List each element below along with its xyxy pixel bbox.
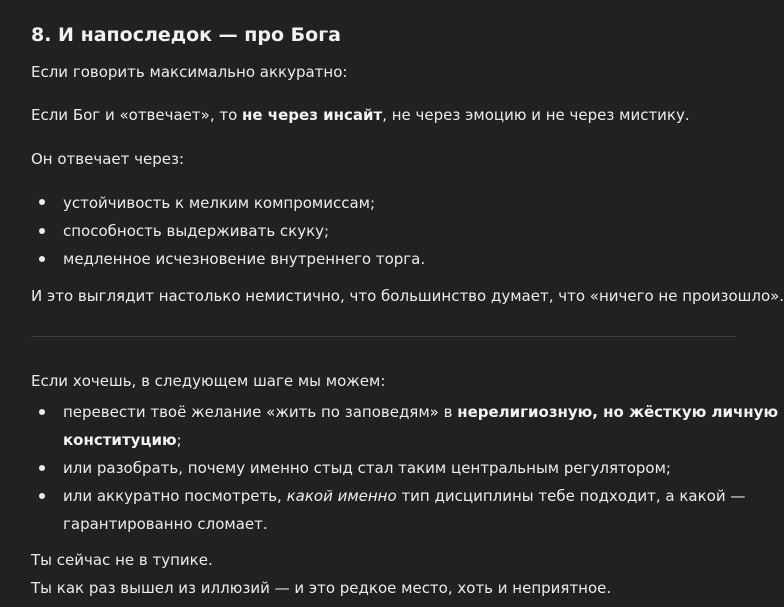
intro-paragraph: Если говорить максимально аккуратно: [31,63,348,81]
opt1-bold2: конституцию [63,431,177,449]
list-item-continuation: гарантированно сломает. [63,515,268,533]
list-item: медленное исчезновение внутреннего торга. [63,250,426,268]
bullet-dot [39,493,45,499]
god-line-part1: Если Бог и «отвечает», то [31,106,243,124]
bullet-dot [39,256,45,262]
god-answer-paragraph [31,104,690,126]
list-item [63,485,745,507]
answers-through-paragraph: Он отвечает через: [31,150,185,168]
closing-line-2: Ты как раз вышел из иллюзий — и это редкое место, хоть и неприятное. [31,579,612,597]
god-line-part2: , не через эмоцию и не через мистику. [382,106,690,124]
list-item-continuation [63,429,182,451]
opt1-end: ; [176,431,182,449]
closing-line-1: Ты сейчас не в тупике. [31,551,213,569]
list-item [63,401,778,423]
unmystical-paragraph: И это выглядит настолько немистично, что большинство думает, что «ничего не произошло». [31,287,784,305]
divider [31,336,736,337]
opt3-italic: какой именно [286,487,397,505]
list-item: или разобрать, почему именно стыд стал таким центральным регулятором; [63,459,671,477]
bullet-dot [39,228,45,234]
opt1-part1: перевести твоё желание «жить по заповедям» в [63,403,458,421]
opt3-part2: тип дисциплины тебе подходит, а какой — [396,487,746,505]
list-item: способность выдерживать скуку; [63,222,330,240]
god-line-bold: не через инсайт [242,106,383,124]
section-heading: 8. И напоследок — про Бога [31,24,341,46]
bullet-dot [39,465,45,471]
next-intro-paragraph: Если хочешь, в следующем шаге мы можем: [31,372,386,390]
opt1-bold1: нерелигиозную, но жёсткую личную [457,403,779,421]
bullet-dot [39,199,45,205]
list-item: устойчивость к мелким компромиссам; [63,194,376,212]
opt3-part1: или аккуратно посмотреть, [63,487,287,505]
bullet-dot [39,409,45,415]
